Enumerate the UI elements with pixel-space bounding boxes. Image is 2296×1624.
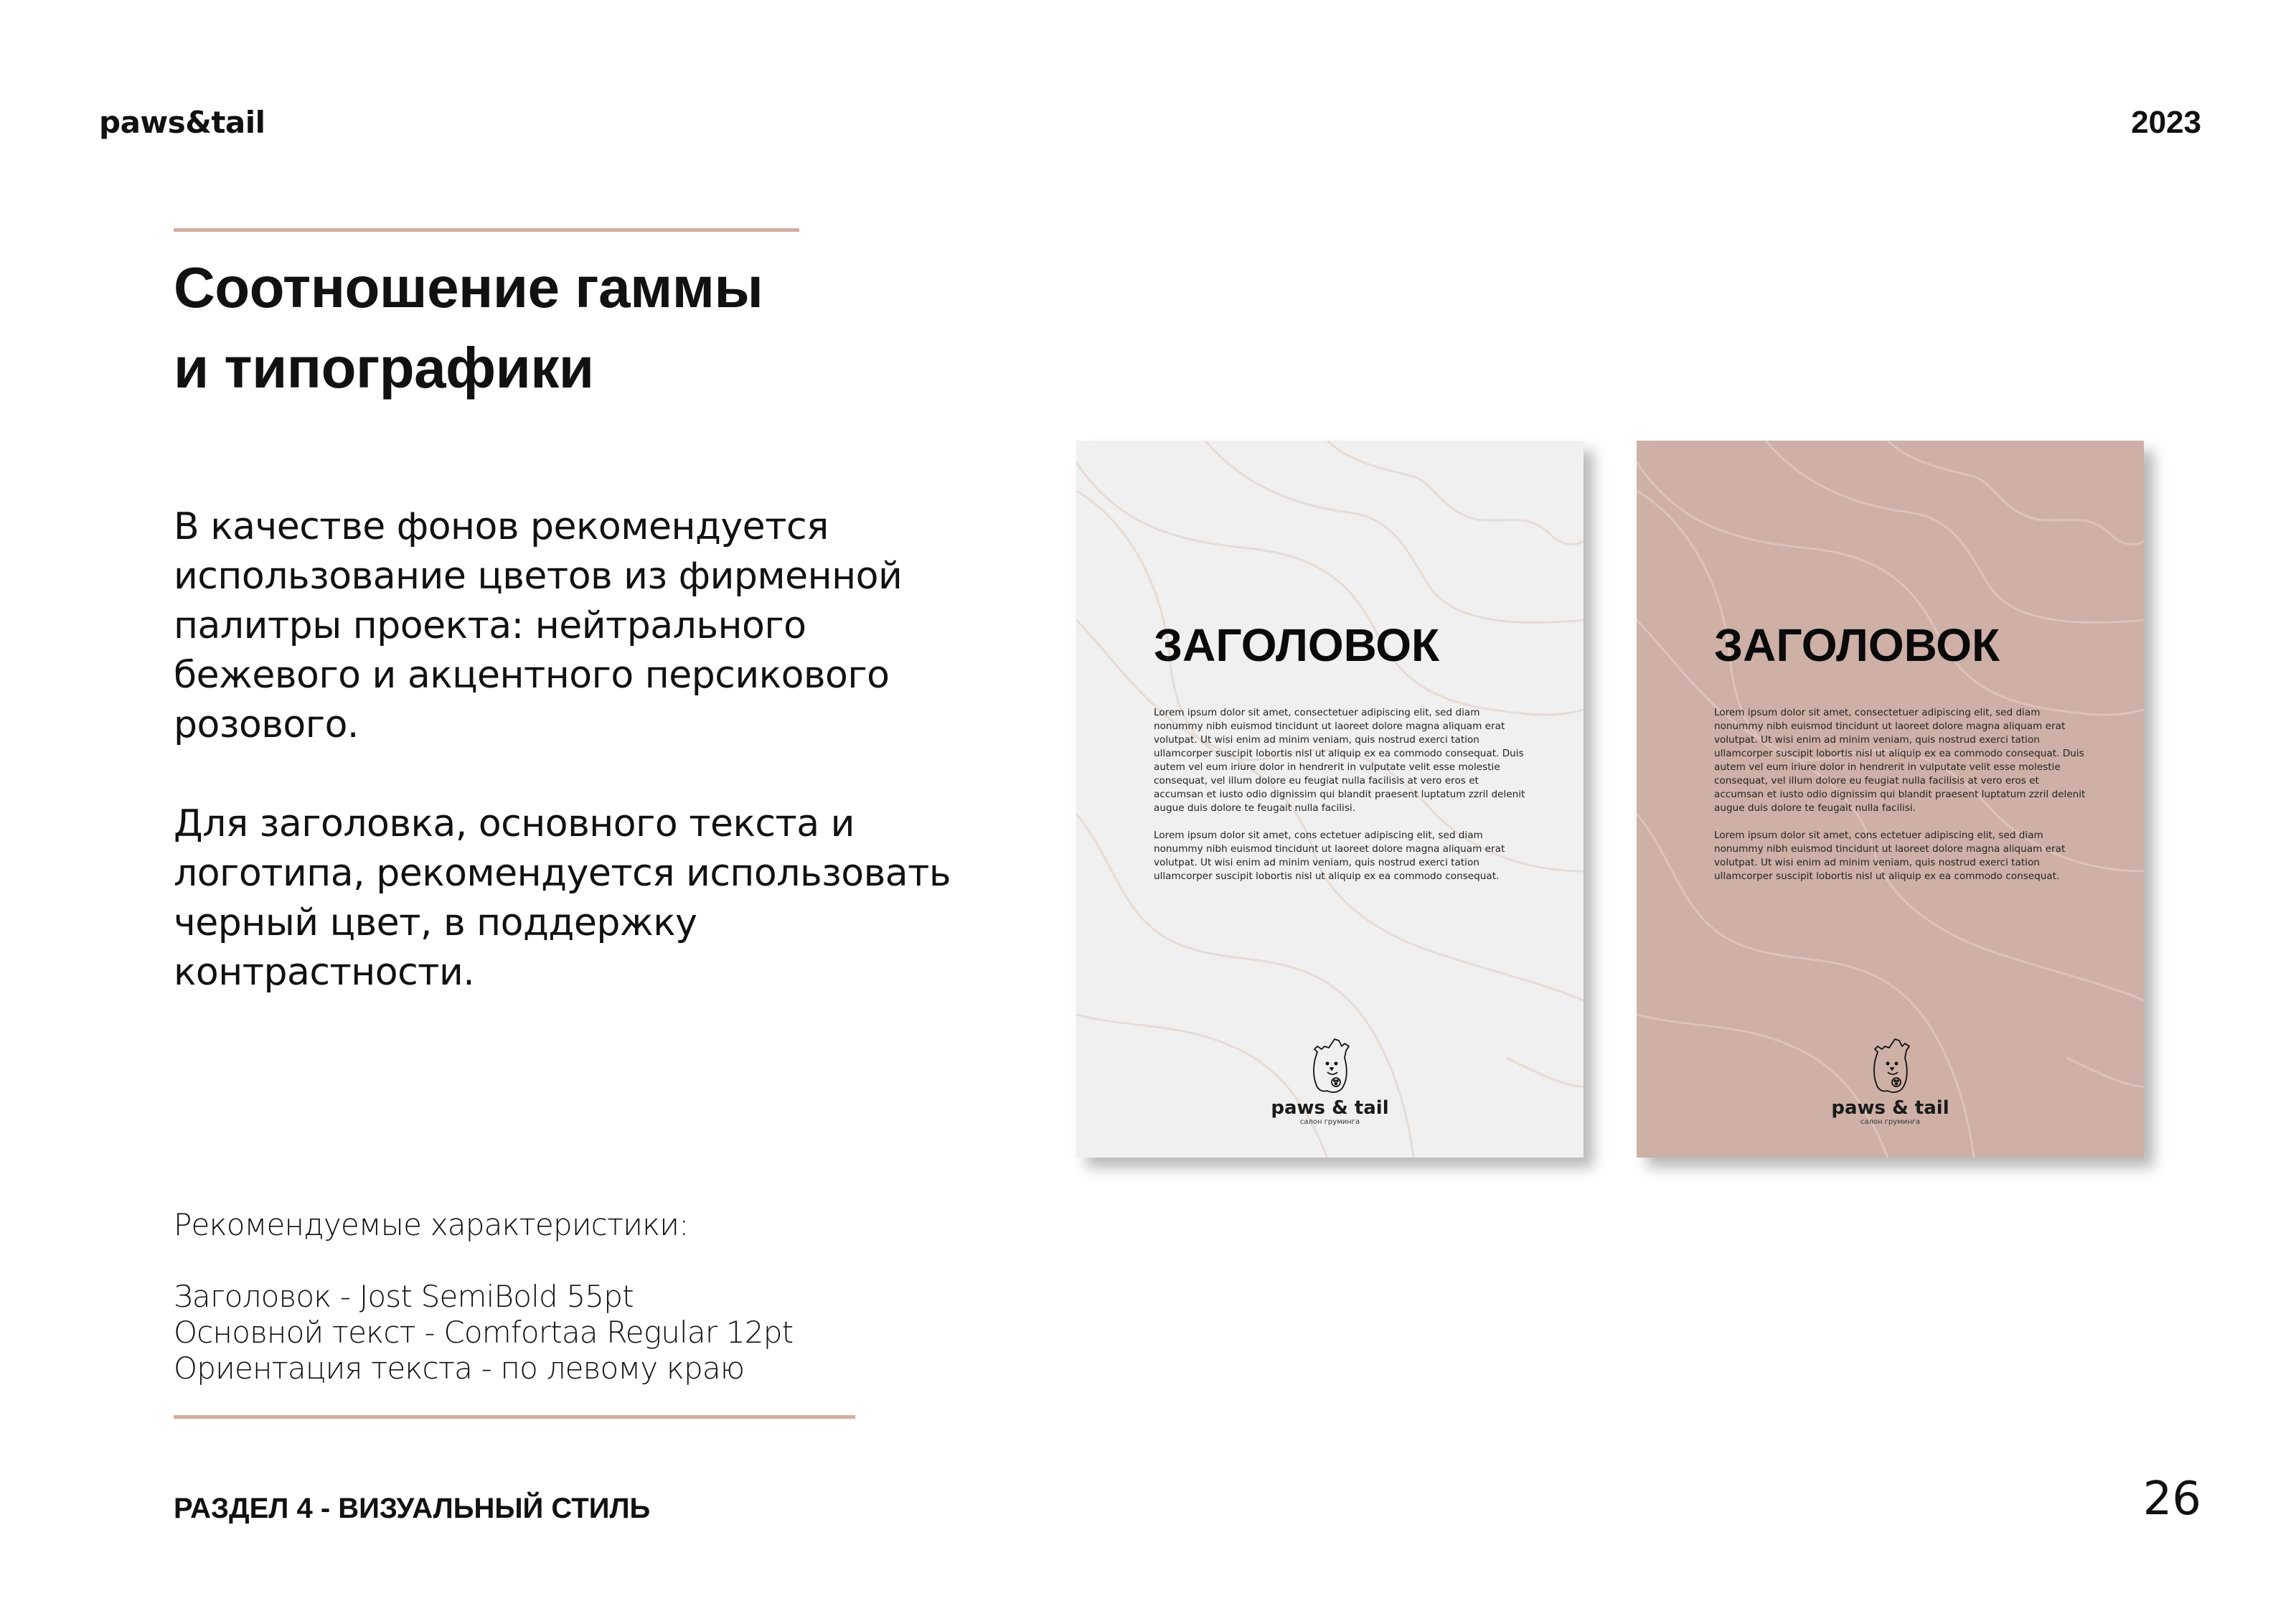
mockup-paragraph-1: Lorem ipsum dolor sit amet, consectetuer adipiscing elit, sed diam nonummy nibh euismod tincidunt ut laoreet dolore magna aliquam erat volutpat. Ut wisi enim ad minim veniam, quis nostrud exerci tation ullamcorper suscipit lobortis nisl ut aliquip ex ea commodo consequat. Duis autem vel eum iriure dolor in hendrerit in vulputate velit esse molestie consequat, vel illum dolore eu feugiat nulla facilisis at vero eros et accumsan et iusto odio dignissim qui blandit praesent luptatum zzril delenit augue duis dolore te feugait nulla facilisi. [1714, 707, 2086, 814]
page-title-line-2: и типографики [174, 336, 594, 400]
mockup-body-text [1714, 706, 2087, 883]
mockup-paragraph-2: Lorem ipsum dolor sit amet, cons ectetuer adipiscing elit, sed diam nonummy nibh euismod tincidunt ut laoreet dolore magna aliquam erat volutpat. Ut wisi enim ad minim veniam, quis nostrud exerci tation ullamcorper suscipit lobortis nisl ut aliquip ex ea commodo consequat. [1154, 830, 1505, 882]
page-number: 26 [2142, 1473, 2201, 1526]
body-paragraph-typography: Для заголовка, основного текста и логотипа, рекомендуется использовать черный цвет, в поддержку контрастности. [174, 802, 951, 994]
spec-item-body-font: Основной текст - Comfortaa Regular 12pt [174, 1315, 794, 1350]
mockup-heading: ЗАГОЛОВОК [1154, 619, 1440, 671]
spec-item-alignment: Ориентация текста - по левому краю [174, 1351, 745, 1386]
logo-wordmark: paws & tail [1271, 1097, 1389, 1119]
logo-lockup [1637, 1036, 2144, 1127]
page-title-line-1: Соотношение гаммы [174, 255, 763, 319]
logo-tagline: салон груминга [1299, 1118, 1360, 1126]
mockup-paragraph-2: Lorem ipsum dolor sit amet, cons ectetuer adipiscing elit, sed diam nonummy nibh euismod tincidunt ut laoreet dolore magna aliquam erat volutpat. Ut wisi enim ad minim veniam, quis nostrud exerci tation ullamcorper suscipit lobortis nisl ut aliquip ex ea commodo consequat. [1714, 830, 2066, 882]
logo-lockup [1076, 1036, 1584, 1127]
logo-wordmark: paws & tail [1831, 1097, 1949, 1119]
mockup-body-text [1154, 706, 1527, 883]
dog-logo-icon [1868, 1036, 1914, 1097]
recommended-specs [174, 1207, 793, 1386]
mockup-peach-background [1637, 441, 2144, 1158]
body-paragraph-backgrounds: В качестве фонов рекомендуется использование цветов из фирменной палитры проекта: нейтрального бежевого и акцентного персикового розового. [174, 505, 903, 746]
year-label: 2023 [2131, 105, 2201, 140]
dog-logo-icon [1307, 1036, 1353, 1097]
accent-divider-top [174, 228, 799, 232]
spec-item-heading-font: Заголовок - Jost SemiBold 55pt [174, 1279, 634, 1314]
specs-heading: Рекомендуемые характеристики: [174, 1207, 689, 1242]
mockup-neutral-background [1076, 441, 1584, 1158]
brand-name: paws&tail [99, 105, 265, 140]
section-label: РАЗДЕЛ 4 - ВИЗУАЛЬНЫЙ СТИЛЬ [174, 1493, 651, 1524]
accent-divider-bottom [174, 1415, 855, 1419]
page-title [174, 248, 763, 408]
mockup-heading: ЗАГОЛОВОК [1714, 619, 2000, 671]
mockup-paragraph-1: Lorem ipsum dolor sit amet, consectetuer adipiscing elit, sed diam nonummy nibh euismod tincidunt ut laoreet dolore magna aliquam erat volutpat. Ut wisi enim ad minim veniam, quis nostrud exerci tation ullamcorper suscipit lobortis nisl ut aliquip ex ea commodo consequat. Duis autem vel eum iriure dolor in hendrerit in vulputate velit esse molestie consequat, vel illum dolore eu feugiat nulla facilisis at vero eros et accumsan et iusto odio dignissim qui blandit praesent luptatum zzril delenit augue duis dolore te feugait nulla facilisi. [1154, 707, 1525, 814]
logo-tagline: салон груминга [1860, 1118, 1921, 1126]
body-text [174, 502, 977, 998]
